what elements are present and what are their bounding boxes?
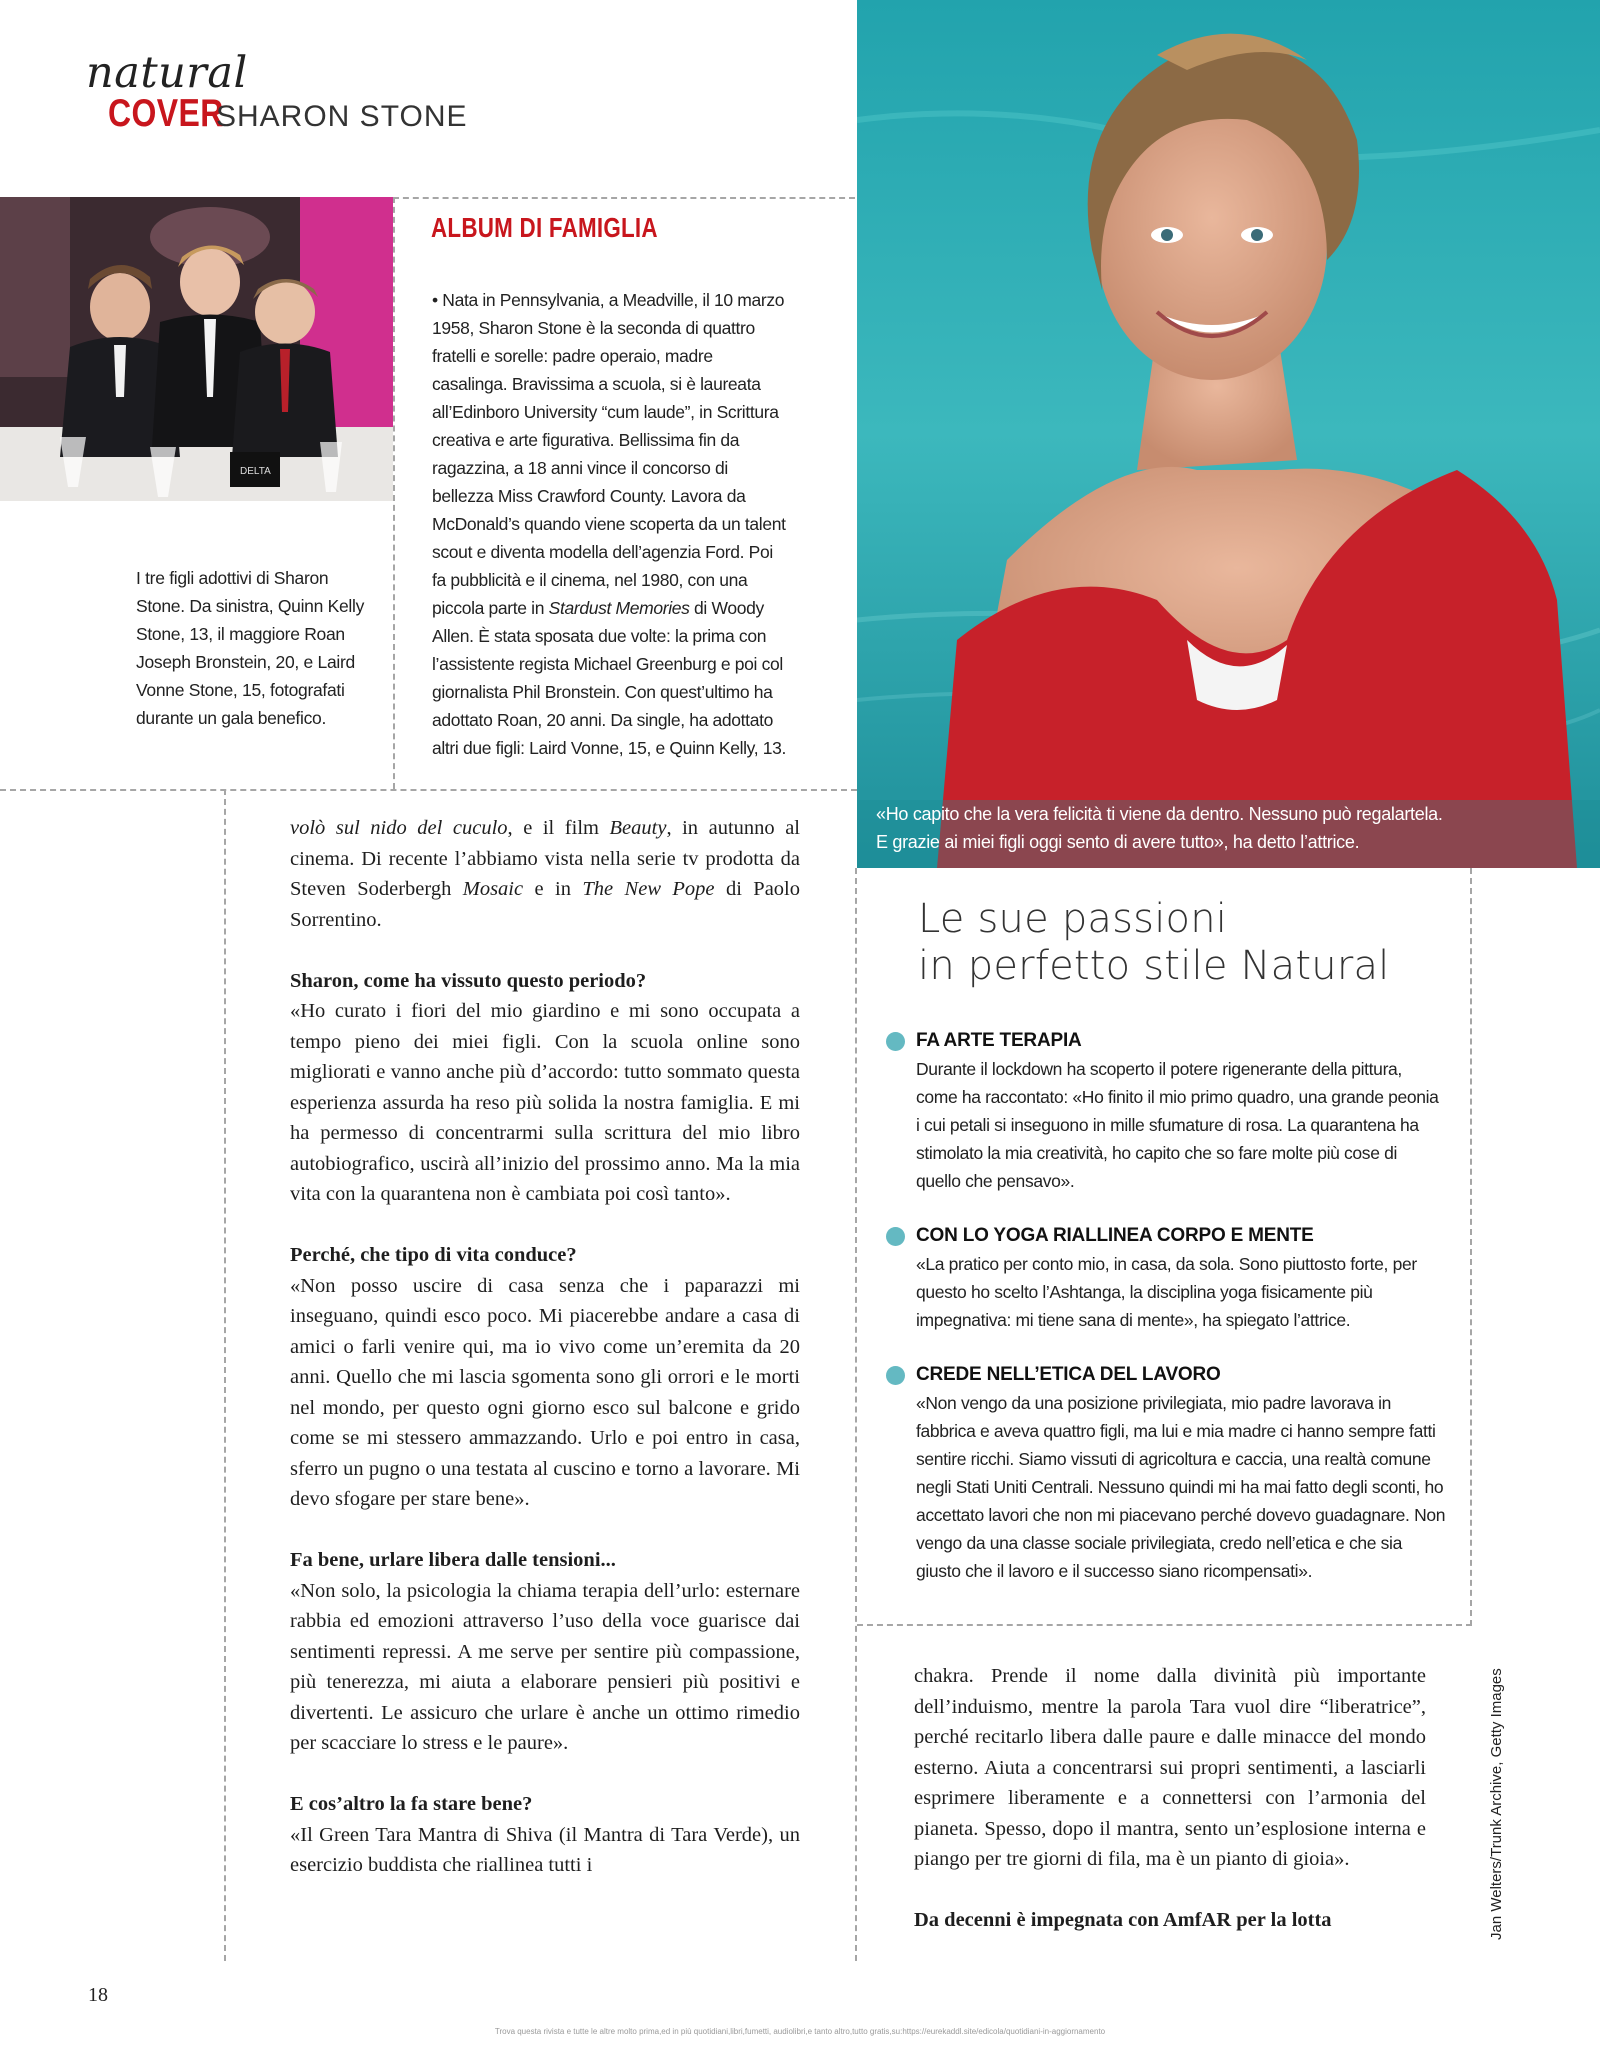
intro-italic-3: Mosaic (462, 878, 524, 900)
page-number: 18 (88, 1984, 108, 2006)
bullet-dot-icon (886, 1032, 905, 1051)
answer-4-continued: chakra. Prende il nome dalla divinità più importante dell’induismo, mentre la parola Tara vuol dire “liberatrice”, perché recitarlo libera dalle paure e dalle minacce del mondo esterno. Aiuta a concentrarsi sui propri sentimenti, a lasciarli esprimere liberamente e a connettersi con l’armonia del pianeta. Spesso, dopo il mantra, sento un’esplosione interna e piango per tre giorni di fila, ma è un pianto di gioia». (914, 1665, 1426, 1870)
family-photo-illustration (0, 197, 393, 501)
table-card-text: DELTA (240, 466, 271, 477)
passion-item (886, 1027, 1446, 1195)
hero-quote-line-1: «Ho capito che la vera felicità ti viene da dentro. Nessuno può regalartela. (876, 804, 1443, 824)
family-photo-caption: I tre figli adottivi di Sharon Stone. Da sinistra, Quinn Kelly Stone, 13, il maggiore Roan Joseph Bronstein, 20, e Laird Vonne Stone, 15, fotografati durante un gala benefico. (136, 568, 365, 728)
footer-note: Trova questa rivista e tutte le altre molto prima,ed in più quotidiani,libri,fumetti, audiolibri,e tanto altro,tutto gratis,su:https://eurekaddl.site/edicola/quotidiani-in-aggiornamento (494, 2027, 1106, 2036)
passions-title (918, 896, 1389, 990)
passion-item-header (886, 1027, 1446, 1055)
question-3: Fa bene, urlare libera dalle tensioni... (290, 1549, 616, 1571)
question-1: Sharon, come ha vissuto questo periodo? (290, 969, 647, 992)
article-left-column (290, 813, 800, 1881)
cover-person-name: SHARON STONE (216, 100, 468, 133)
answer-1: «Ho curato i fiori del mio giardino e mi sono occupata a tempo pieno dei miei figli. Con la scuola online sono migliorati e vanno anche più d’accordo: tutto sommato questa esperienza assurda ha reso più solida la nostra famiglia. E mi ha permesso di concentrarmi sulla scrittura del mio libro autobiografico, uscirà all’inizio del prossimo anno. Ma la mia vita con la quarantena non è cambiata poi così tanto». (290, 1000, 800, 1205)
question-5: Da decenni è impegnata con AmfAR per la lotta (914, 1909, 1332, 1931)
album-text (432, 286, 789, 762)
divider-album-left (393, 197, 395, 789)
album-text-a: • Nata in Pennsylvania, a Meadville, il 10 marzo 1958, Sharon Stone è la seconda di quattro fratelli e sorelle: padre operaio, madre casalinga. Bravissima a scuola, si è laureata all’Edinboro University “cum laude”, in Scrittura creativa e arte figurativa. Bellissima fin da ragazzina, a 18 anni vince il concorso di bellezza Miss Crawford County. Lavora da McDonald’s quando viene scoperta da un talent scout e diventa modella dell’agenzia Ford. Poi fa pubblicità e il cinema, nel 1980, con una piccola parte in (432, 290, 786, 618)
passions-title-line-2: in perfetto stile Natural (918, 943, 1390, 989)
passions-title-line-1: Le sue passioni (918, 896, 1228, 942)
spacer (290, 935, 800, 966)
answer-2: «Non posso uscire di casa senza che i paparazzi mi inseguano, quindi esco poco. Mi piacerebbe andare a casa di amici o farli venire qui, ma io vivo come un’eremita da 20 anni. Quello che mi lascia sgomenta sono gli orrori e le morti nel mondo, per questo ogni giorno esco sul balcone e grido come se mi stessero ammazzando. Urlo e poi entro in casa, sferro un pugno o una testata al cuscino e torno a lavorare. Mi devo sfogare per stare bene». (290, 1274, 800, 1510)
hero-photo-illustration (857, 0, 1600, 868)
passion-item-text: «La pratico per conto mio, in casa, da sola. Sono piuttosto forte, per questo ho scelto l’Ashtanga, la disciplina yoga fisicamente più impegnativa: mi tiene sana di mente», ha spiegato l’attrice. (916, 1254, 1417, 1330)
spacer (290, 1759, 800, 1790)
divider-box-bottom (857, 1624, 1472, 1626)
passion-item-header (886, 1361, 1446, 1389)
spacer (290, 1515, 800, 1546)
passion-item (886, 1222, 1446, 1334)
photo-credit: Jan Welters/Trunk Archive, Getty Images (1488, 1668, 1505, 1940)
section-label-cover: COVER (108, 92, 224, 135)
spacer (290, 1210, 800, 1241)
answer-4: «Il Green Tara Mantra di Shiva (il Mantra di Tara Verde), un esercizio buddista che riallinea tutti i (290, 1823, 800, 1876)
divider-album-top (393, 197, 855, 199)
passion-item-text: «Non vengo da una posizione privilegiata, mio padre lavorava in fabbrica e aveva quattro figli, ma lui e mia madre ci hanno sempre fatti sentire ricchi. Siamo vissuti di agricoltura e caccia, una realtà comune negli Stati Uniti Centrali. Nessuno quindi mi ha mai fatto degli sconti, ho accettato lavori che non mi piacevano perché dovevo guadagnare. Non vengo da una classe sociale privilegiata, credo nell’etica e che sia giusto che il lavoro e il successo siano ricompensati». (916, 1393, 1446, 1581)
album-text-b: di Woody Allen. È stata sposata due volte: la prima con l’assistente regista Michael Greenburg e poi col giornalista Phil Bronstein. Con quest’ultimo ha adottato Roan, 20 anni. Da single, ha adottato altri due figli: Laird Vonne, 15, e Quinn Kelly, 13. (432, 598, 787, 758)
bullet-dot-icon (886, 1366, 905, 1385)
spacer (914, 1875, 1426, 1906)
question-2: Perché, che tipo di vita conduce? (290, 1244, 577, 1266)
album-title: ALBUM DI FAMIGLIA (431, 212, 658, 243)
intro-italic-2: Beauty (609, 817, 667, 839)
passion-item-header (886, 1222, 1446, 1250)
divider-center (855, 868, 857, 1961)
bullet-dot-icon (886, 1227, 905, 1246)
passion-item (886, 1361, 1446, 1585)
hero-photo-quote (876, 800, 1576, 856)
answer-3: «Non solo, la psicologia la chiama terapia dell’urlo: esternare rabbia ed emozioni attraverso l’uso della voce guarisce dai sentimenti repressi. A me serve per sentire più compassione, più tenerezza, mi aiuta a elaborare pensieri più positivi e divertenti. Le assicuro che urlare è anche un ottimo rimedio per scacciare lo stress e le paure». (290, 1579, 800, 1754)
intro-text-4: di Paolo Sorrentino. (290, 878, 800, 931)
passion-item-title: CON LO YOGA RIALLINEA CORPO E MENTE (916, 1225, 1314, 1246)
intro-italic-4: The New Pope (582, 878, 715, 900)
intro-text-1: , e il film (507, 817, 610, 839)
family-photo (0, 197, 393, 501)
hero-quote-line-2: E grazie ai miei figli oggi sento di avere tutto», ha detto l’attrice. (876, 832, 1360, 852)
section-label-natural: natural (86, 48, 248, 98)
album-film-title: Stardust Memories (548, 598, 690, 618)
intro-text-3: e in (523, 878, 583, 900)
intro-text-2: , in autunno al cinema. Di recente l’abbiamo vista nella serie tv prodotta da Steven Soderbergh (290, 817, 800, 900)
passion-item-title: CREDE NELL’ETICA DEL LAVORO (916, 1364, 1221, 1385)
hero-photo (857, 0, 1600, 868)
passion-item-title: FA ARTE TERAPIA (916, 1030, 1082, 1051)
passion-item-text: Durante il lockdown ha scoperto il potere rigenerante della pittura, come ha raccontato: «Ho finito il mio primo quadro, una grande peonia i cui petali si inseguono in mille sfumature di rosa. La quarantena ha stimolato la mia creatività, ho capito che so fare molte più cose di quello che pensavo». (916, 1059, 1439, 1191)
article-right-column (914, 1661, 1426, 1936)
article-intro (290, 813, 800, 935)
intro-italic-1: volò sul nido del cuculo (290, 817, 508, 839)
divider-box-right (1470, 868, 1472, 1626)
divider-left-col (224, 789, 226, 1961)
divider-mid (0, 789, 857, 791)
question-4: E cos’altro la fa stare bene? (290, 1793, 533, 1815)
